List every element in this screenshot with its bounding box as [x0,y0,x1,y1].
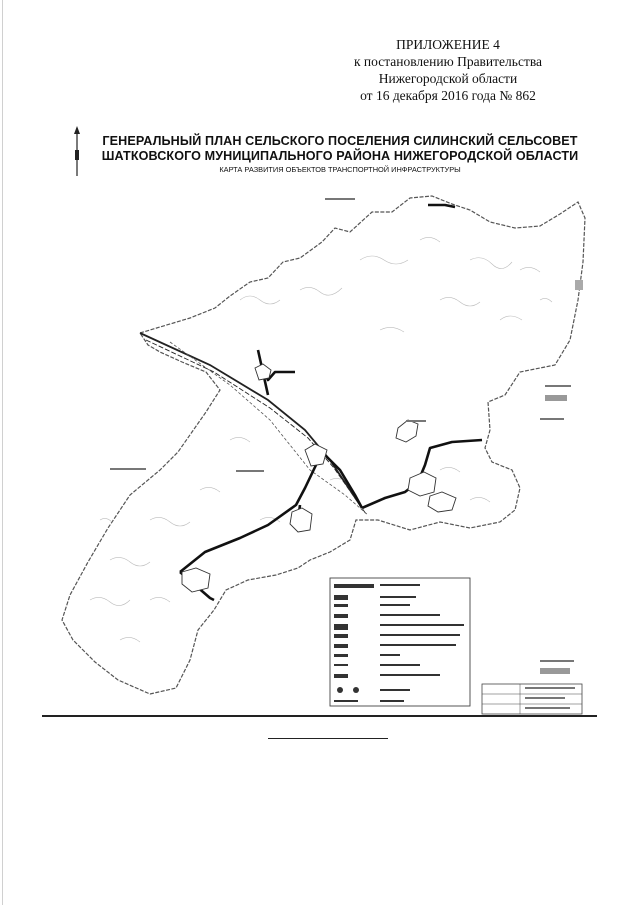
separator-line [268,738,388,739]
map-legend [330,578,470,706]
highways [180,205,482,600]
appendix-region: Нижегородской области [378,71,518,86]
north-arrow-icon [74,126,80,176]
map-title-line-1: ГЕНЕРАЛЬНЫЙ ПЛАН СЕЛЬСКОГО ПОСЕЛЕНИЯ СИЛИНСКИЙ СЕЛЬСОВЕТ [102,134,578,148]
appendix-decree: к постановлению Правительства [353,54,543,69]
map-frame-bottom [42,715,597,717]
appendix-date: от 16 декабря 2016 года № 862 [360,88,536,103]
drawing-stamp [482,684,582,714]
appendix-number: ПРИЛОЖЕНИЕ 4 [396,37,500,52]
settlement-boundary [62,196,585,694]
terrain-texture [90,237,552,642]
map-title-line-2: ШАТКОВСКОГО МУНИЦИПАЛЬНОГО РАЙОНА НИЖЕГОРОДСКОЙ ОБЛАСТИ [101,149,579,163]
railway-line [140,333,366,514]
map-subtitle: КАРТА РАЗВИТИЯ ОБЪЕКТОВ ТРАНСПОРТНОЙ ИНФРАСТРУКТУРЫ [219,165,461,174]
settlement-areas [182,364,456,592]
